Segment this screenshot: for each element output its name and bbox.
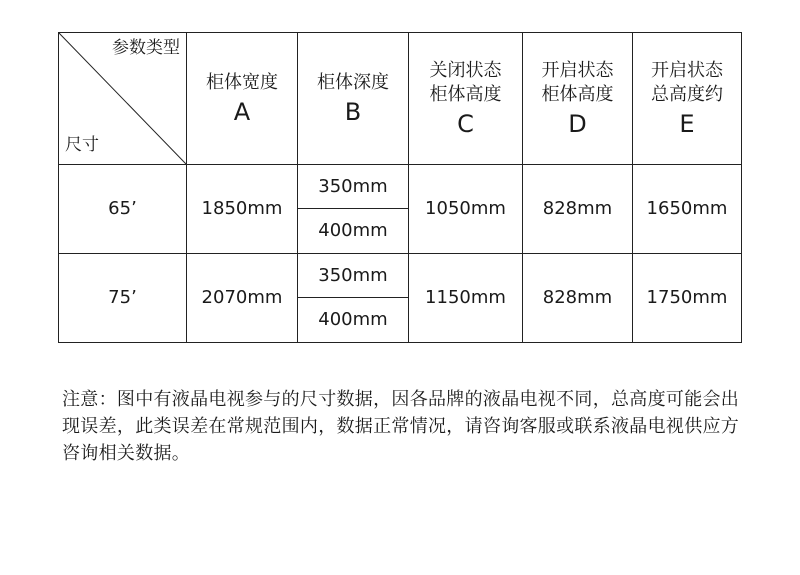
parameter-type-label: 参数类型 [112,38,180,58]
size-cell: 65’ [59,165,187,254]
header-label-line1: 开启状态 [651,59,723,81]
width-cell: 2070mm [187,254,298,343]
header-label-line1: 关闭状态 [429,59,502,81]
header-total-height [633,33,742,165]
open-height-cell: 828mm [523,254,633,343]
header-letter: B [344,97,362,126]
depth-cell: 350mm [298,165,409,209]
header-label-line2: 总高度约 [651,83,723,105]
open-height-cell: 828mm [523,165,633,254]
closed-height-cell: 1050mm [409,165,523,254]
header-letter: E [679,109,695,138]
corner-header-cell [59,33,187,165]
width-cell: 1850mm [187,165,298,254]
depth-cell: 350mm [298,254,409,298]
table-row-65 [59,165,742,209]
size-cell: 75’ [59,254,187,343]
closed-height-cell: 1150mm [409,254,523,343]
size-label: 尺寸 [65,135,99,155]
table-row-75 [59,254,742,298]
header-cabinet-width [187,33,298,165]
header-open-height [523,33,633,165]
total-height-cell: 1650mm [633,165,742,254]
header-label-line2: 柜体高度 [429,83,502,105]
header-cabinet-depth [298,33,409,165]
spec-table [58,32,742,343]
header-closed-height [409,33,523,165]
header-letter: A [233,97,251,126]
header-letter: C [457,109,474,138]
header-letter: D [568,109,587,138]
header-row [59,33,742,165]
header-label: 柜体宽度 [206,71,278,93]
depth-cell: 400mm [298,298,409,343]
depth-cell: 400mm [298,209,409,254]
total-height-cell: 1750mm [633,254,742,343]
disclaimer-note: 注意：图中有液晶电视参与的尺寸数据，因各品牌的液晶电视不同，总高度可能会出现误差，此类误差在常规范围内，数据正常情况，请咨询客服或联系液晶电视供应方咨询相关数据。 [62,389,740,464]
header-label: 柜体深度 [317,71,389,93]
header-label-line2: 柜体高度 [541,83,614,105]
header-label-line1: 开启状态 [541,59,614,81]
